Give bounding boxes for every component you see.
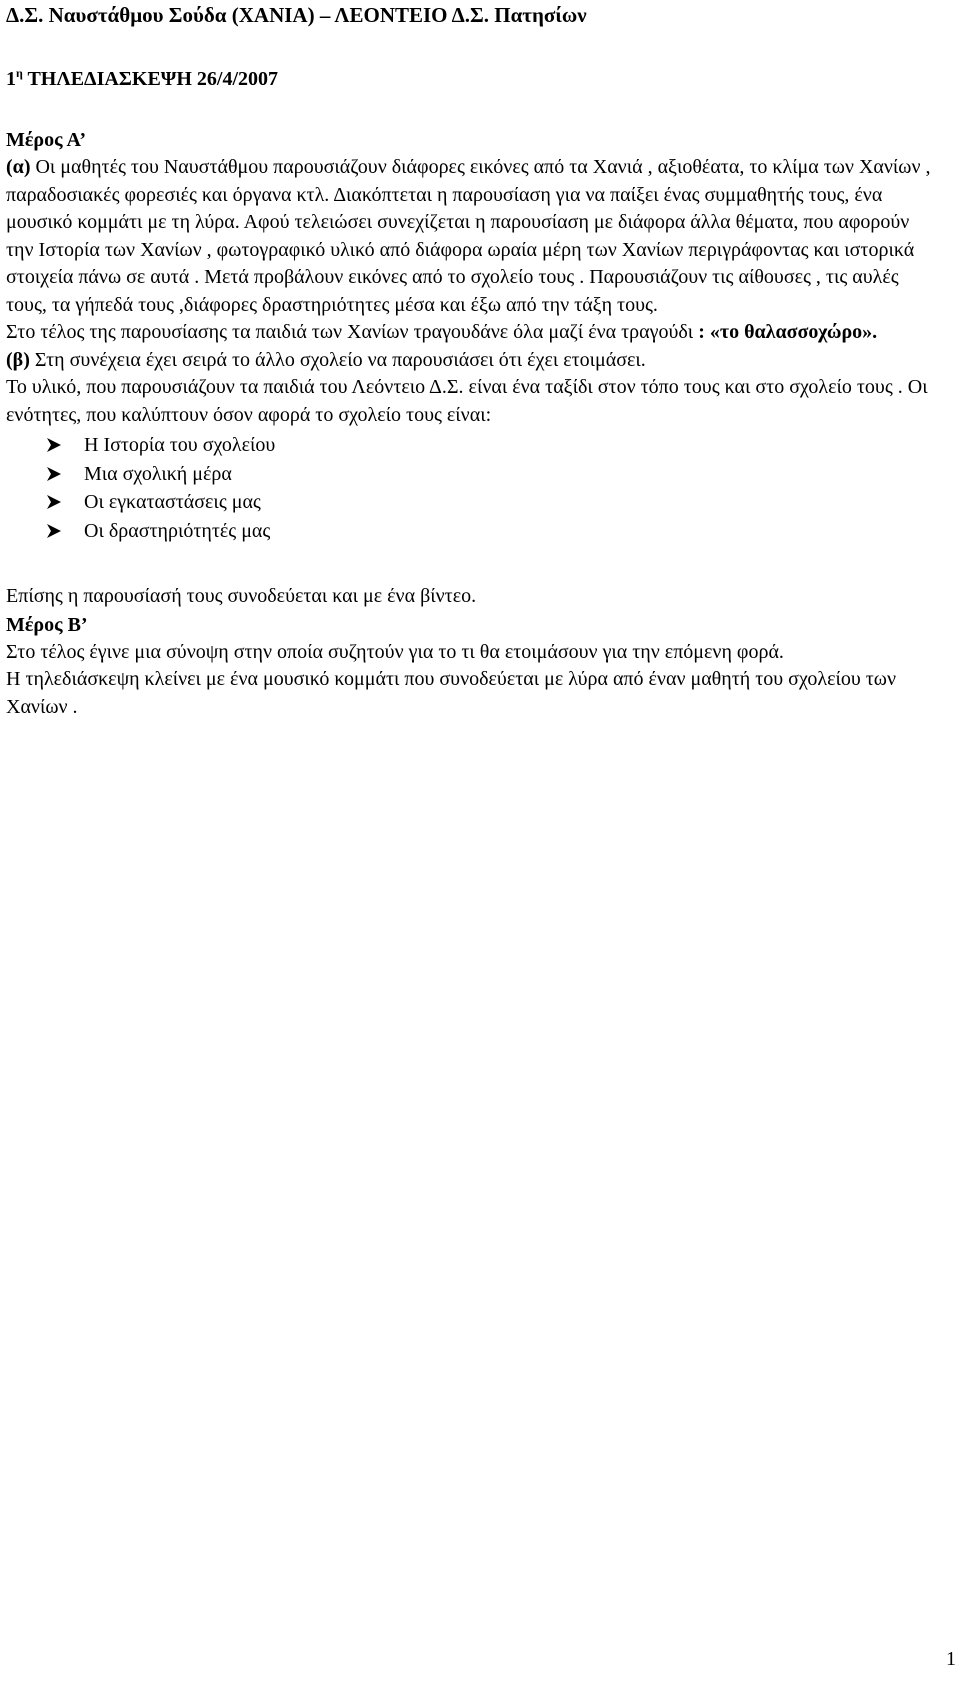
- paragraph-a-text: Οι μαθητές του Ναυστάθμου παρουσιάζουν διάφορες εικόνες από τα Χανιά , αξιοθέατα, το κλίμα των Χανίων , παραδοσιακές φορεσιές και όργανα κτλ. Διακόπτεται η παρουσίαση για να παίξει ένας συμμαθητής τους, ένα μουσικό κομμάτι με τη λύρα. Αφού τελειώσει συνεχίζεται η παρουσίαση με διάφορα άλλα θέματα, που αφορούν την Ιστορία των Χανίων , φωτογραφικό υλικό από διάφορα ωραία μέρη των Χανίων περιγράφοντας και ιστορικά στοιχεία πάνω σε αυτά . Μετά προβάλουν εικόνες από το σχολείο τους . Παρουσιάζουν τις αίθουσες , τις αυλές τους, τα γήπεδά τους ,διάφορες δραστηριότητες μέσα και έξω από την τάξη τους.: [6, 156, 931, 316]
- song-title: : «το θαλασσοχώρο».: [698, 321, 878, 343]
- document-header: Δ.Σ. Ναυστάθμου Σούδα (ΧΑΝΙΑ) – ΛΕΟΝΤΕΙΟ Δ.Σ. Πατησίων: [6, 3, 587, 27]
- topics-list: [6, 431, 941, 545]
- right-arrowhead-icon: [46, 524, 62, 538]
- page-number: 1: [946, 1648, 956, 1670]
- song-paragraph: [6, 319, 941, 347]
- closing-paragraph: Η τηλεδιάσκεψη κλείνει με ένα μουσικό κομμάτι που συνοδεύεται με λύρα από έναν μαθητή του σχολείου των Χανίων .: [6, 668, 896, 718]
- material-paragraph: Το υλικό, που παρουσιάζουν τα παιδιά του Λεόντειο Δ.Σ. είναι ένα ταξίδι στον τόπο τους και στο σχολείο τους . Οι ενότητες, που καλύπτουν όσον αφορά το σχολείο τους είναι:: [6, 376, 928, 426]
- right-arrowhead-icon: [46, 467, 62, 481]
- right-arrowhead-icon: [46, 495, 62, 509]
- right-arrowhead-icon: [46, 438, 62, 452]
- list-item-label: Οι δραστηριότητές μας: [84, 519, 271, 542]
- song-text: Στο τέλος της παρουσίασης τα παιδιά των Χανίων τραγουδάνε όλα μαζί ένα τραγούδι: [6, 321, 694, 343]
- conference-title: [6, 60, 941, 93]
- conference-date-title: ΤΗΛΕΔΙΑΣΚΕΨΗ 26/4/2007: [27, 68, 279, 90]
- list-item-label: Η Ιστορία του σχολείου: [84, 434, 276, 456]
- list-item: [46, 488, 941, 517]
- document-page: [0, 0, 941, 721]
- list-item: [46, 431, 941, 460]
- conference-number-suffix: η: [16, 66, 23, 80]
- video-paragraph: Επίσης η παρουσίασή τους συνοδεύεται και με ένα βίντεο.: [6, 585, 477, 607]
- paragraph-b-text: Στη συνέχεια έχει σειρά το άλλο σχολείο να παρουσιάσει ότι έχει ετοιμάσει.: [34, 348, 646, 371]
- conference-number: 1: [6, 68, 16, 90]
- list-item: [46, 460, 941, 489]
- part-a-title: Μέρος Α’: [6, 129, 87, 151]
- list-item: [46, 517, 941, 546]
- list-item-label: Μια σχολική μέρα: [84, 462, 232, 485]
- summary-paragraph: Στο τέλος έγινε μια σύνοψη στην οποία συζητούν για το τι θα ετοιμάσουν για την επόμενη φορά.: [6, 640, 784, 663]
- part-b-title: Μέρος Β’: [6, 613, 88, 636]
- paragraph-a-marker: (α): [6, 156, 31, 178]
- list-item-label: Οι εγκαταστάσεις μας: [84, 491, 261, 513]
- paragraph-b: [6, 347, 941, 375]
- paragraph-b-marker: (β): [6, 348, 30, 371]
- paragraph-a: [6, 154, 941, 319]
